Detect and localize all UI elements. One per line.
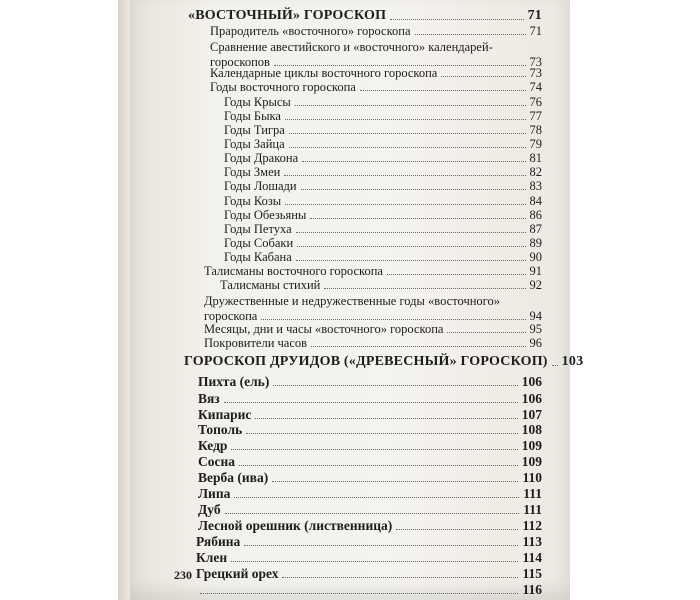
toc-entry-label: Покровители часов (204, 336, 308, 350)
dot-leader (246, 433, 518, 434)
dot-leader (302, 161, 525, 162)
toc-page-number: 92 (529, 278, 542, 292)
toc-entry-label: «ВОСТОЧНЫЙ» ГОРОСКОП (188, 8, 387, 23)
toc-page-number: 71 (529, 24, 542, 38)
dot-leader (285, 119, 526, 120)
toc-entry (224, 250, 542, 265)
toc-entry-label: Сосна (198, 454, 236, 469)
toc-entry (224, 137, 542, 152)
toc-entry-label: Годы Козы (224, 194, 282, 208)
toc-entry (204, 264, 542, 279)
toc-entry-label: Годы Дракона (224, 151, 299, 165)
toc-page-number: 103 (561, 354, 584, 369)
toc-entry (224, 222, 542, 237)
toc-page-number: 79 (529, 137, 542, 151)
dot-leader (272, 481, 518, 482)
dot-leader (284, 175, 525, 176)
dot-leader (244, 545, 518, 546)
section-heading (188, 8, 542, 24)
toc-page-number: 73 (529, 66, 542, 80)
toc-page-number: 81 (529, 151, 542, 165)
toc-entry (224, 95, 542, 110)
toc-page-number: 77 (529, 109, 542, 123)
dot-leader (311, 346, 525, 347)
toc-entry-label: гороскопов (210, 55, 270, 69)
toc-page-number: 95 (529, 322, 542, 336)
toc-page-number: 90 (529, 250, 542, 264)
toc-page-number: 87 (529, 222, 542, 236)
toc-entry-label: Кедр (198, 438, 228, 453)
toc-entry (224, 109, 542, 124)
toc-page-number: 83 (529, 179, 542, 193)
dot-leader (239, 465, 518, 466)
toc-entry-label: Годы Тигра (224, 123, 285, 137)
dot-leader (200, 593, 518, 594)
toc-entry-label: Дуб (198, 502, 221, 517)
book-page (130, 0, 584, 600)
toc-entry-label: Тополь (198, 422, 243, 437)
dot-leader (255, 418, 517, 419)
toc-page-number: 106 (521, 391, 542, 406)
toc-entry-label: Липа (198, 486, 231, 501)
dot-leader (415, 34, 526, 35)
dot-leader (310, 218, 525, 219)
toc-page-number: 108 (521, 422, 542, 437)
toc-entry (204, 322, 542, 337)
toc-entry-label: Рябина (196, 534, 241, 549)
toc-entry (198, 486, 542, 502)
toc-page-number: 94 (529, 309, 542, 323)
toc-entry-label: ГОРОСКОП ДРУИДОВ («ДРЕВЕСНЫЙ» ГОРОСКОП) (184, 354, 548, 369)
toc-entry (198, 518, 542, 534)
toc-page-number: 112 (522, 518, 542, 533)
toc-entry-label: Календарные циклы восточного гороскопа (210, 66, 438, 80)
toc-entry (198, 391, 542, 407)
toc-page-number: 89 (529, 236, 542, 250)
toc-page-number: 106 (521, 374, 542, 389)
dot-leader (297, 246, 525, 247)
toc-entry (210, 66, 542, 81)
toc-entry-label: гороскопа (204, 309, 258, 323)
toc-page-number: 113 (522, 534, 542, 549)
toc-entry (196, 566, 542, 582)
toc-entry-label: Грецкий орех (196, 566, 279, 581)
dot-leader (296, 260, 526, 261)
toc-entry-label: Годы Кабана (224, 250, 292, 264)
toc-entry-label: Кипарис (198, 407, 252, 422)
toc-entry-label: Дружественные и недружественные годы «восточного» (204, 294, 500, 308)
toc-entry-label: Вяз (198, 391, 220, 406)
toc-entry (198, 454, 542, 470)
toc-entry (220, 278, 542, 293)
toc-entry (224, 194, 542, 209)
toc-entry-label: Годы Петуха (224, 222, 292, 236)
toc-page-number: 115 (522, 566, 542, 581)
toc-entry-label: Верба (ива) (198, 470, 269, 485)
toc-entry-label: Талисманы стихий (220, 278, 321, 292)
toc-page-number: 78 (529, 123, 542, 137)
toc-entry (198, 422, 542, 438)
dot-leader (396, 529, 518, 530)
toc-page-number: 91 (529, 264, 542, 278)
dot-leader (234, 497, 519, 498)
toc-entry (198, 438, 542, 454)
toc-entry (196, 550, 542, 566)
toc-page-number: 110 (522, 470, 542, 485)
toc-page-number: 86 (529, 208, 542, 222)
dot-leader (285, 204, 525, 205)
toc-entry (196, 534, 542, 550)
toc-entry-label: Годы восточного гороскопа (210, 80, 356, 94)
toc-entry-label: Годы Собаки (224, 236, 294, 250)
dot-leader (301, 189, 526, 190)
toc-page-number: 84 (529, 194, 542, 208)
dot-leader (360, 90, 526, 91)
toc-entry-label: Годы Змеи (224, 165, 281, 179)
toc-entry (198, 470, 542, 486)
toc-page-number: 73 (529, 55, 542, 69)
dot-leader (273, 385, 517, 386)
toc-page-number: 107 (521, 407, 542, 422)
dot-leader (295, 105, 526, 106)
toc-page-number: 74 (529, 80, 542, 94)
toc-entry (210, 80, 542, 95)
toc-entry (224, 123, 542, 138)
toc-page-number: 111 (523, 502, 542, 517)
dot-leader (282, 577, 518, 578)
toc-page-number: 82 (529, 165, 542, 179)
dot-leader (447, 332, 525, 333)
toc-page-number: 96 (529, 336, 542, 350)
toc-entry (196, 582, 542, 598)
toc-entry-label: Талисманы восточного гороскопа (204, 264, 383, 278)
dot-leader (261, 319, 525, 320)
toc-page-number: 111 (523, 486, 542, 501)
toc-entry-label: Месяцы, дни и часы «восточного» гороскопа (204, 322, 444, 336)
dot-leader (387, 274, 526, 275)
dot-leader (390, 19, 523, 20)
toc-entry (198, 407, 542, 423)
toc-page-number: 109 (521, 454, 542, 469)
toc-entry-label: Пихта (ель) (198, 374, 270, 389)
toc-page-number: 114 (522, 550, 542, 565)
page-number: 230 (174, 568, 192, 582)
dot-leader (289, 133, 526, 134)
toc-entry (224, 151, 542, 166)
dot-leader (224, 402, 518, 403)
dot-leader (231, 561, 518, 562)
toc-entry (224, 236, 542, 251)
toc-entry (198, 502, 542, 518)
table-of-contents (130, 0, 584, 600)
toc-entry (224, 208, 542, 223)
dot-leader (552, 365, 558, 366)
toc-entry-label: Сравнение авестийского и «восточного» календарей- (210, 40, 493, 54)
toc-entry (210, 24, 542, 39)
toc-page-number: 76 (529, 95, 542, 109)
toc-page-number: 109 (521, 438, 542, 453)
section-heading (184, 354, 584, 370)
toc-entry-label: Прародитель «восточного» гороскопа (210, 24, 411, 38)
toc-entry (224, 179, 542, 194)
dot-leader (231, 449, 517, 450)
dot-leader (324, 288, 525, 289)
toc-entry-label: Лесной орешник (лиственница) (198, 518, 393, 533)
toc-entry-label: Годы Обезьяны (224, 208, 307, 222)
dot-leader (225, 513, 520, 514)
dot-leader (441, 76, 525, 77)
toc-entry (198, 374, 542, 390)
toc-entry-label: Клен (196, 550, 228, 565)
toc-entry-label: Годы Быка (224, 109, 281, 123)
dot-leader (289, 147, 526, 148)
toc-entry-label: Годы Крысы (224, 95, 291, 109)
toc-entry (224, 165, 542, 180)
toc-entry-label: Годы Зайца (224, 137, 285, 151)
toc-page-number: 116 (522, 582, 542, 597)
toc-entry-label: Годы Лошади (224, 179, 297, 193)
toc-page-number: 71 (527, 8, 542, 23)
dot-leader (296, 232, 526, 233)
toc-entry (204, 336, 542, 351)
